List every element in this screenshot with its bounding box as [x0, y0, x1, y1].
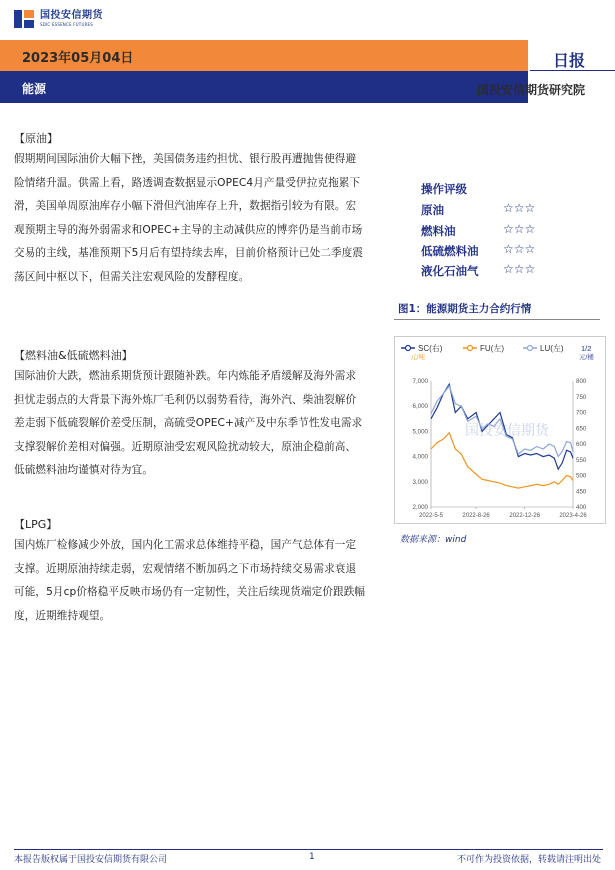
section-body-fuel-oil: 国际油价大跌，燃油系期货预计跟随补跌。年内炼能矛盾缓解及海外需求担忧走弱点的大背景下海外炼厂毛利仍以弱势看待，海外汽、柴油裂解价差走弱下低硫裂解价差受压制，高硫受OPEC+减产及中东季节性发电需求支撑裂解价差相对偏强。近期原油受宏观风险扰动较大，原油企稳前高、低硫燃料油均谨慎对待为宜。 — [14, 370, 363, 476]
rating-stars-lpg: ☆☆☆ — [503, 262, 536, 276]
company-logo — [12, 7, 103, 31]
left-tick-label: 7,000 — [412, 378, 428, 385]
data-source: 数据来源：wind — [400, 535, 467, 545]
series-line-fu — [431, 433, 573, 488]
left-tick-label: 2,000 — [412, 504, 428, 511]
rating-name-lpg: 液化石油气 — [421, 264, 479, 278]
legend-label: FU(左) — [480, 344, 504, 353]
logo-name: 国投安信期货 — [40, 10, 103, 21]
section-body-crude: 假期期间国际油价大幅下挫，美国债务违约担忧、银行股再遭抛售使得避险情绪升温。供需上看，路透调查数据显示OPEC4月产量受伊拉克拖累下滑，美国单周原油库存小幅下滑但汽油库存上升，数据指引较为有限。宏观预期主导的海外弱需求和OPEC+主导的主动减供应的博弈仍是当前市场交易的主线，基准预期下5月后有望持续去库，目前价格预计已处二季度震荡区间中枢以下，但需关注宏观风险的发酵程度。 — [14, 153, 364, 283]
x-tick-label: 2022-8-26 — [462, 513, 490, 519]
section-title-fuel-oil: 【燃料油&低硫燃料油】 — [14, 349, 133, 362]
left-tick-label: 3,000 — [412, 478, 428, 486]
right-tick-label: 400 — [576, 504, 587, 511]
rating-stars-fuel-oil: ☆☆☆ — [503, 222, 536, 236]
left-axis-unit: 元/吨 — [410, 354, 425, 361]
right-tick-label: 650 — [576, 425, 587, 433]
figure-divider — [394, 319, 600, 320]
section-title-crude: 【原油】 — [14, 132, 58, 145]
x-tick-label: 2022-5-5 — [418, 513, 444, 519]
legend-marker — [468, 346, 473, 351]
footer-copyright: 本报告版权属于国投安信期货有限公司 — [14, 855, 168, 865]
rating-stars-low-sulfur: ☆☆☆ — [503, 242, 536, 256]
logo-mark-icon — [12, 7, 36, 31]
footer-divider — [14, 849, 603, 850]
section-body-lpg: 国内炼厂检修减少外放，国内化工需求总体维持平稳，国产气总体有一定支撑。近期原油持续走弱，宏观情绪不断加码之下市场持续交易需求衰退可能，5月cp价格稳平反映市场仍有一定韧性，关注后续现货端定价跟跌幅度，近期维持观望。 — [14, 539, 366, 622]
rating-name-crude: 原油 — [421, 203, 444, 217]
footer-page-number: 1 — [309, 852, 315, 862]
legend-marker — [528, 346, 533, 351]
legend-label: SC(右) — [418, 344, 443, 353]
rating-name-fuel-oil: 燃料油 — [421, 224, 456, 238]
rating-stars-crude: ☆☆☆ — [503, 201, 536, 215]
report-category: 能源 — [22, 82, 47, 96]
right-tick-label: 700 — [576, 409, 587, 417]
report-date: 2023年05月04日 — [22, 51, 134, 66]
right-tick-label: 800 — [576, 378, 587, 385]
chart-watermark: 国投安信期货 — [465, 422, 549, 438]
footer-disclaimer: 不可作为投资依据，转载请注明出处 — [456, 855, 601, 865]
section-title-lpg: 【LPG】 — [14, 518, 58, 531]
header-blue-band — [0, 71, 528, 103]
institute-name: 国投安信期货研究院 — [476, 83, 585, 97]
rating-name-low-sulfur: 低硫燃料油 — [421, 244, 479, 258]
rating-title: 操作评级 — [421, 182, 467, 196]
left-tick-label: 4,000 — [412, 453, 428, 461]
logo-subtitle: SDIC ESSENCE FUTURES — [40, 22, 94, 27]
legend-page: 1/2 — [581, 344, 592, 353]
right-tick-label: 550 — [576, 456, 587, 464]
right-tick-label: 500 — [576, 472, 587, 480]
legend-label: LU(左) — [540, 344, 564, 353]
x-tick-label: 2022-12-26 — [509, 513, 541, 519]
left-tick-label: 6,000 — [412, 403, 428, 411]
right-tick-label: 450 — [576, 488, 587, 496]
right-axis-unit: 元/桶 — [579, 354, 594, 361]
right-tick-label: 750 — [576, 393, 587, 401]
left-tick-label: 5,000 — [412, 428, 428, 436]
right-tick-label: 600 — [576, 441, 587, 448]
chart-svg — [395, 337, 605, 523]
report-type: 日报 — [552, 51, 585, 70]
legend-marker — [406, 346, 411, 351]
figure-title: 图1：能源期货主力合约行情 — [398, 303, 532, 315]
x-tick-label: 2023-4-26 — [559, 513, 587, 519]
energy-futures-chart — [394, 336, 606, 524]
